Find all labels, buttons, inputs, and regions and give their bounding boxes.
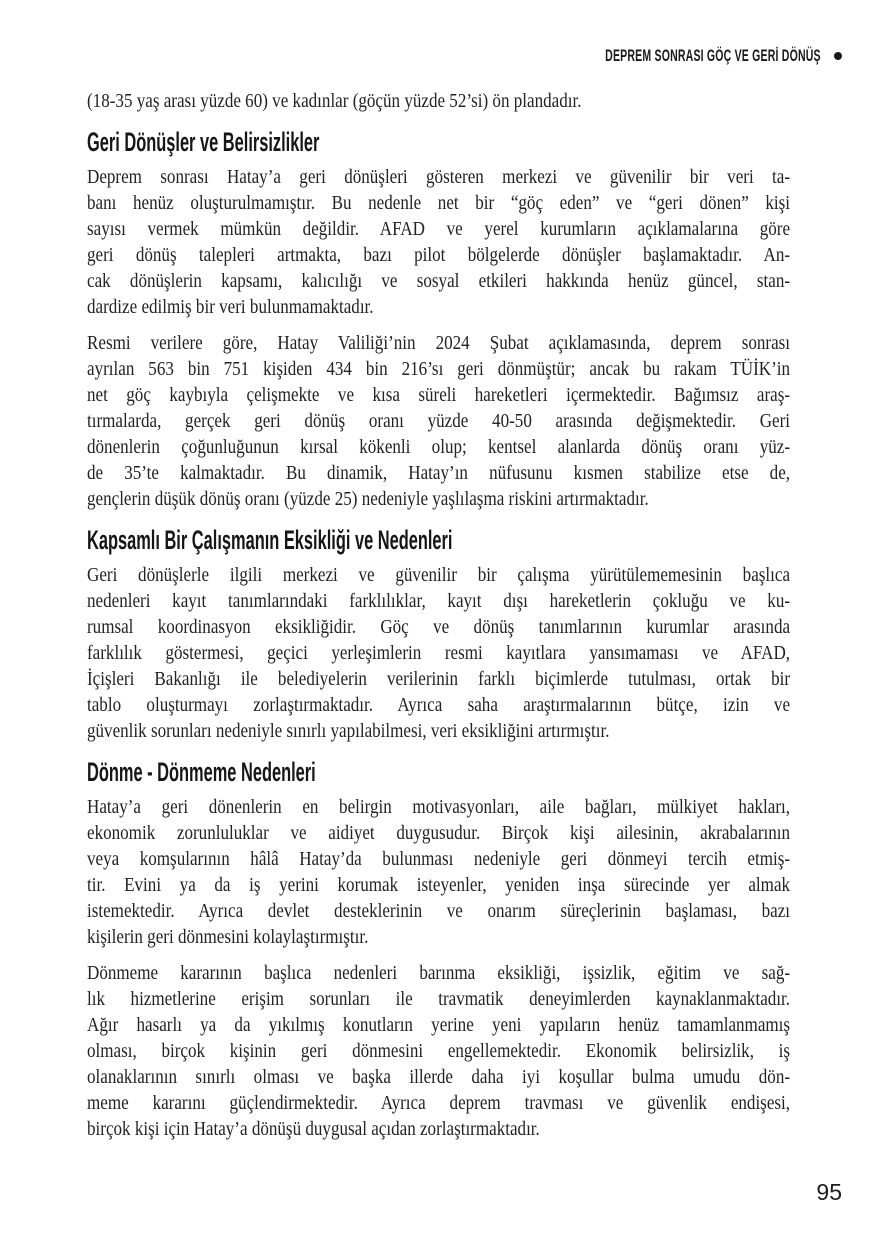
running-header-title: DEPREM SONRASI GÖÇ VE GERİ DÖNÜŞ: [605, 46, 821, 65]
paragraph: [87, 960, 790, 1142]
text-line: olanaklarının sınırlı olması ve başka illerde daha iyi koşullar bulma umudu dön-: [87, 1066, 791, 1088]
page-number: 95: [816, 1179, 842, 1205]
text-line: İçişleri Bakanlığı ile belediyelerin verilerinin farklı biçimlerde tutulması, ortak bir: [87, 668, 791, 690]
text-line: tir. Evini ya da iş yerini korumak isteyenler, yeniden inşa sürecinde yer almak: [87, 874, 791, 896]
document-body: [87, 88, 790, 1152]
text-line: geri dönüş talepleri artmakta, bazı pilot bölgelerde dönüşler başlamaktadır. An-: [87, 244, 791, 266]
text-line: ekonomik zorunluluklar ve aidiyet duygusudur. Birçok kişi ailesinin, akrabalarının: [87, 822, 791, 844]
text-line: lık hizmetlerine erişim sorunları ile travmatik deneyimlerden kaynaklanmaktadır.: [87, 988, 791, 1010]
text-line: gençlerin düşük dönüş oranı (yüzde 25) nedeniyle yaşlılaşma riskini artırmaktadır.: [87, 488, 649, 510]
text-line: banı henüz oluşturulmamıştır. Bu nedenle net bir “göç eden” ve “geri dönen” kişi: [87, 192, 791, 214]
text-line: Hatay’a geri dönenlerin en belirgin motivasyonları, aile bağları, mülkiyet hakları,: [87, 796, 791, 818]
text-line: (18-35 yaş arası yüzde 60) ve kadınlar (göçün yüzde 52’si) ön plandadır.: [87, 90, 582, 112]
text-line: Geri dönüşlerle ilgili merkezi ve güvenilir bir çalışma yürütülememesinin başlıca: [87, 564, 791, 586]
text-line: de 35’te kalmaktadır. Bu dinamik, Hatay’ın nüfusunu kısmen stabilize etse de,: [87, 462, 791, 484]
text-line: dönenlerin çoğunluğunun kırsal kökenli olup; kentsel alanlarda dönüş oranı yüz-: [87, 436, 791, 458]
header-bullet-icon: [834, 52, 842, 60]
text-line: olması, birçok kişinin geri dönmesini engellemektedir. Ekonomik belirsizlik, iş: [87, 1040, 791, 1062]
section-heading: Geri Dönüşler ve Belirsizlikler: [87, 127, 320, 157]
section-heading: Kapsamlı Bir Çalışmanın Eksikliği ve Nedenleri: [87, 525, 453, 555]
text-line: tırmalarda, gerçek geri dönüş oranı yüzde 40-50 arasında değişmektedir. Geri: [87, 410, 791, 432]
paragraph: [87, 330, 790, 512]
running-header: [473, 46, 842, 66]
text-line: net göç kaybıyla çelişmekte ve kısa süreli hareketleri içermektedir. Bağımsız araş-: [87, 384, 791, 406]
text-line: farklılık göstermesi, geçici yerleşimlerin resmi kayıtlara yansımaması ve AFAD,: [87, 642, 791, 664]
text-line: cak dönüşlerin kapsamı, kalıcılığı ve sosyal etkileri hakkında henüz güncel, stan-: [87, 270, 791, 292]
text-line: Ağır hasarlı ya da yıkılmış konutların yerine yeni yapıların henüz tamamlanmamış: [87, 1014, 791, 1036]
text-line: istemektedir. Ayrıca devlet desteklerinin ve onarım süreçlerinin başlaması, bazı: [87, 900, 791, 922]
paragraph: [87, 794, 790, 950]
text-line: Dönmeme kararının başlıca nedenleri barınma eksikliği, işsizlik, eğitim ve sağ-: [87, 962, 791, 984]
text-line: veya komşularının hâlâ Hatay’da bulunması nedeniyle geri dönmeyi tercih etmiş-: [87, 848, 791, 870]
text-line: meme kararını güçlendirmektedir. Ayrıca deprem travması ve güvenlik endişesi,: [87, 1092, 791, 1114]
section-heading: Dönme - Dönmeme Nedenleri: [87, 757, 316, 787]
text-line: dardize edilmiş bir veri bulunmamaktadır.: [87, 296, 374, 318]
text-line: birçok kişi için Hatay’a dönüşü duygusal açıdan zorlaştırmaktadır.: [87, 1118, 540, 1140]
text-line: sayısı vermek mümkün değildir. AFAD ve yerel kurumların açıklamalarına göre: [87, 218, 791, 240]
paragraph: [87, 164, 790, 320]
text-line: tablo oluşturmayı zorlaştırmaktadır. Ayrıca saha araştırmalarının bütçe, izin ve: [87, 694, 791, 716]
paragraph: [87, 88, 790, 114]
text-line: Deprem sonrası Hatay’a geri dönüşleri gösteren merkezi ve güvenilir bir veri ta-: [87, 166, 791, 188]
text-line: rumsal koordinasyon eksikliğidir. Göç ve dönüş tanımlarının kurumlar arasında: [87, 616, 791, 638]
text-line: nedenleri kayıt tanımlarındaki farklılıklar, kayıt dışı hareketlerin çokluğu ve ku-: [87, 590, 791, 612]
paragraph: [87, 562, 790, 744]
text-line: Resmi verilere göre, Hatay Valiliği’nin 2024 Şubat açıklamasında, deprem sonrası: [87, 332, 791, 354]
text-line: kişilerin geri dönmesini kolaylaştırmıştır.: [87, 926, 369, 948]
text-line: güvenlik sorunları nedeniyle sınırlı yapılabilmesi, veri eksikliğini artırmıştır.: [87, 720, 610, 742]
text-line: ayrılan 563 bin 751 kişiden 434 bin 216’sı geri dönmüştür; ancak bu rakam TÜİK’in: [87, 358, 791, 380]
